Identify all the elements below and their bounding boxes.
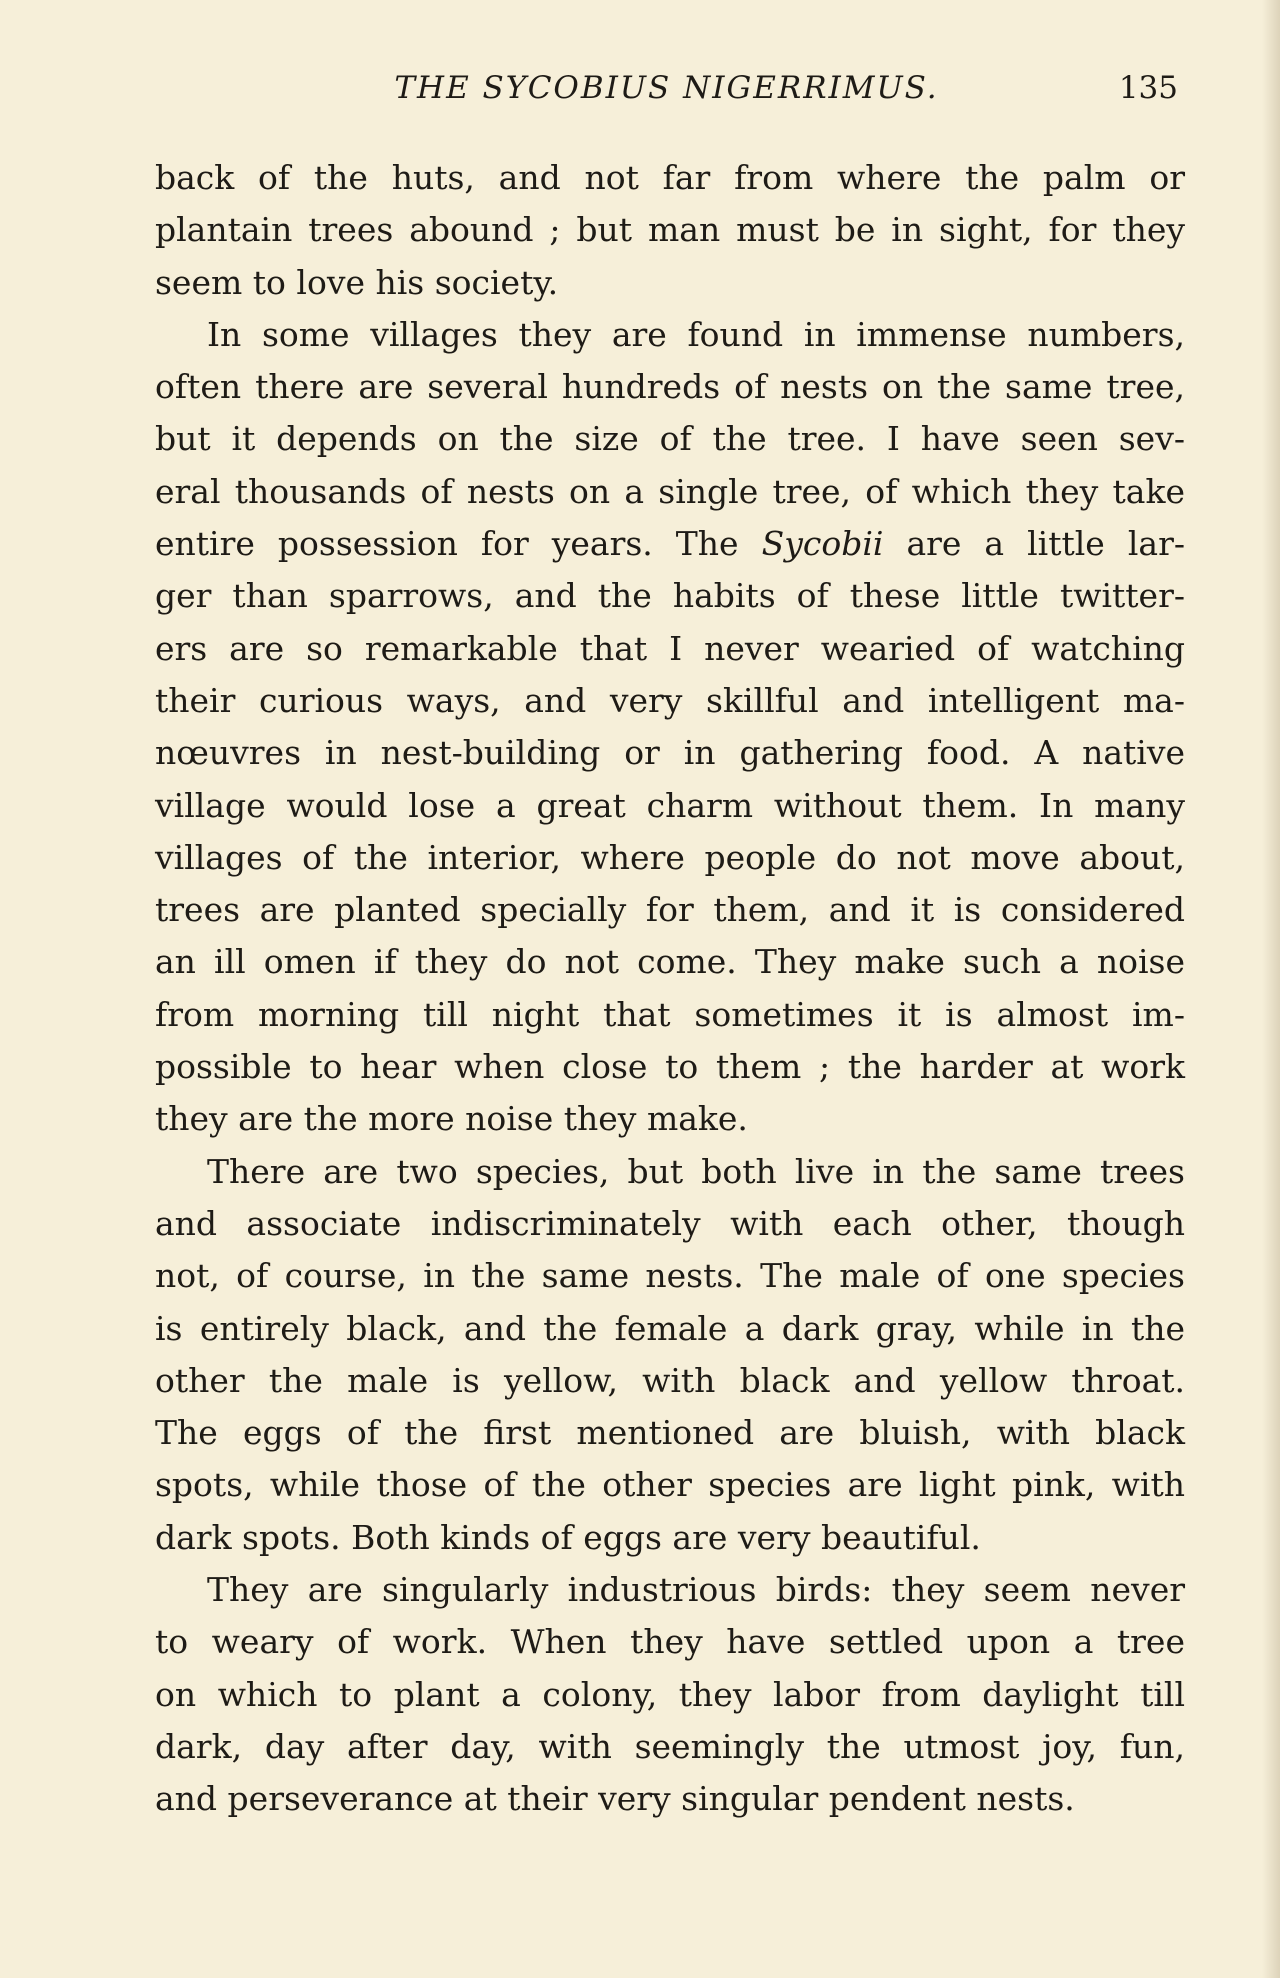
text-line: and associate indiscriminately with each other, though <box>155 1203 1185 1243</box>
text-line: village would lose a great charm without them. In many <box>155 785 1185 825</box>
text-line: trees are planted specially for them, and it is considered <box>155 890 1185 930</box>
text-line: their curious ways, and very skillful and intelligent ma- <box>155 680 1185 720</box>
text-line: not, of course, in the same nests. The male of one species <box>155 1256 1185 1296</box>
text-line: they are the more noise they make. <box>155 1099 748 1139</box>
text-line: There are two species, but both live in the same trees <box>207 1151 1185 1191</box>
text-line: to weary of work. When they have settled upon a tree <box>155 1622 1185 1662</box>
text-line: The eggs of the first mentioned are bluish, with black <box>155 1413 1185 1453</box>
text-line: spots, while those of the other species are light pink, with <box>155 1465 1185 1505</box>
italic-term: Sycobii <box>761 524 884 564</box>
text-line: seem to love his society. <box>155 262 559 302</box>
page-header <box>155 70 1178 120</box>
text-line: possible to hear when close to them ; the harder at work <box>155 1047 1185 1087</box>
text-line: ers are so remarkable that I never wearied of watching <box>155 628 1185 668</box>
text-line: nœuvres in nest-building or in gathering food. A native <box>155 733 1185 773</box>
page-edge-shadow <box>1262 0 1280 1978</box>
text-line: dark spots. Both kinds of eggs are very beautiful. <box>155 1517 981 1557</box>
page-number: 135 <box>1118 70 1178 106</box>
text-line: entire possession for years. The Sycobii are a little lar- <box>155 524 1186 564</box>
text-line: ger than sparrows, and the habits of these little twitter- <box>155 576 1185 616</box>
text-line: is entirely black, and the female a dark gray, while in the <box>155 1308 1185 1348</box>
text-line: eral thousands of nests on a single tree, of which they take <box>155 471 1185 511</box>
text-line: other the male is yellow, with black and yellow throat. <box>155 1360 1185 1400</box>
text-line: often there are several hundreds of nests on the same tree, <box>155 367 1185 407</box>
text-line: an ill omen if they do not come. They make such a noise <box>155 942 1185 982</box>
text-line: and perseverance at their very singular pendent nests. <box>155 1779 1075 1819</box>
text-line: In some villages they are found in immense numbers, <box>207 314 1185 354</box>
running-title: THE SYCOBIUS NIGERRIMUS. <box>394 70 939 106</box>
text-line: They are singularly industrious birds: they seem never <box>207 1570 1185 1610</box>
text-line: from morning till night that sometimes it is almost im- <box>155 994 1185 1034</box>
text-line: dark, day after day, with seemingly the utmost joy, fun, <box>155 1726 1185 1766</box>
text-line: plantain trees abound ; but man must be in sight, for they <box>155 210 1185 250</box>
text-line: back of the huts, and not far from where the palm or <box>155 158 1185 197</box>
text-line: villages of the interior, where people do not move about, <box>155 837 1185 877</box>
text-line: but it depends on the size of the tree. I have seen sev- <box>155 419 1185 459</box>
body-text <box>155 152 1185 1826</box>
text-line: on which to plant a colony, they labor from daylight till <box>155 1674 1185 1714</box>
